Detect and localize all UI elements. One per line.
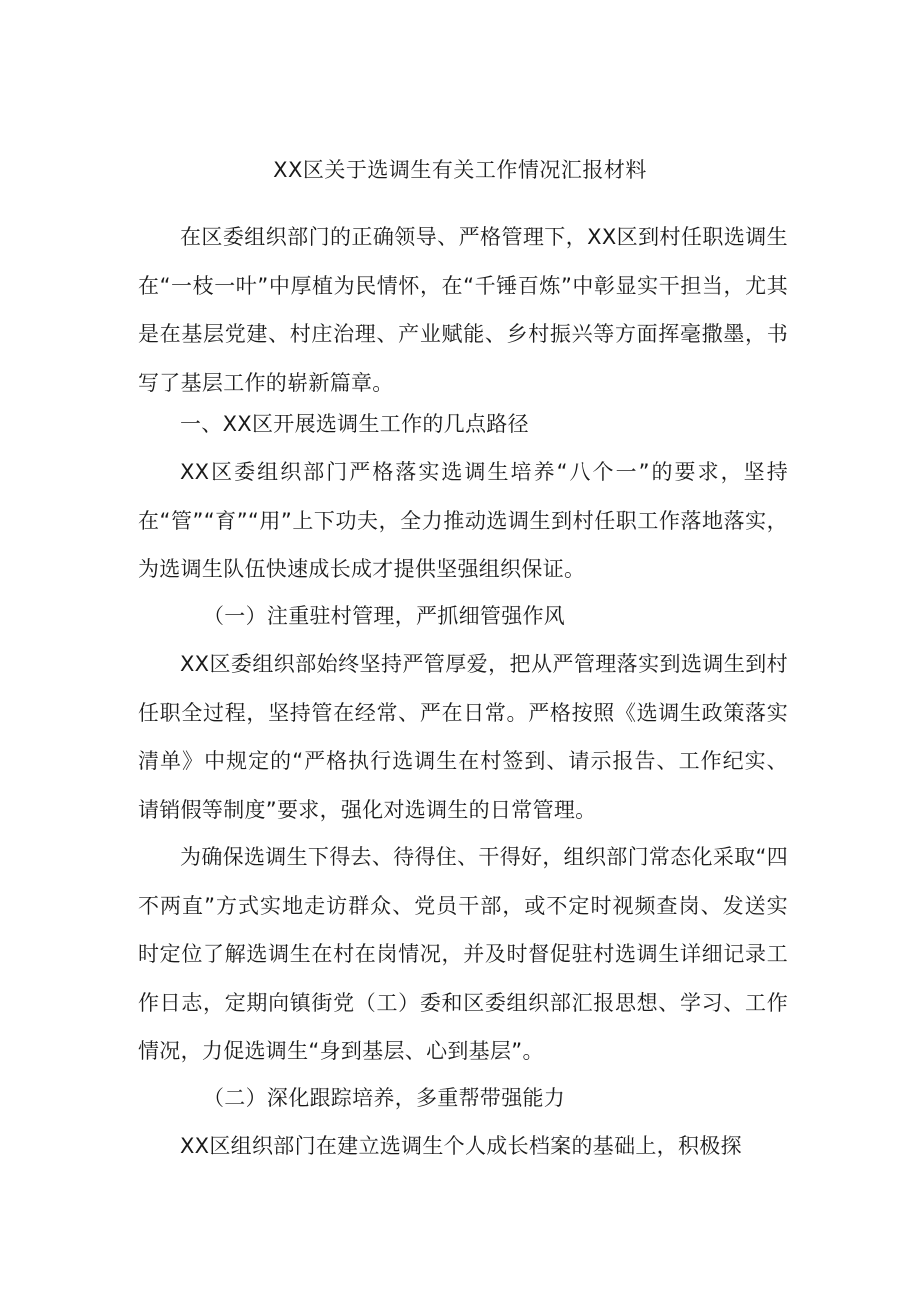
section1-paragraph: XX区委组织部门严格落实选调生培养“八个一”的要求，坚持在“管”“育”“用”上下功夫，全力推动选调生到村任职工作落地落实，为选调生队伍快速成长成才提供坚强组织保证。	[138, 460, 788, 581]
section1-heading: 一、XX区开展选调生工作的几点路径	[180, 412, 529, 436]
subsection1-paragraph-2: 为确保选调生下得去、待得住、干得好，组织部门常态化采取“四不两直”方式实地走访群众、党员干部，或不定时视频查岗、发送实时定位了解选调生在村在岗情况，并及时督促驻村选调生详细记录工作日志，定期向镇街党（工）委和区委组织部汇报思想、学习、工作情况，力促选调生“身到基层、心到基层”。	[138, 845, 788, 1063]
subsection2-heading: （二）深化跟踪培养，多重帮带强能力	[203, 1086, 566, 1110]
subsection2-paragraph-1: XX区组织部门在建立选调生个人成长档案的基础上，积极探	[180, 1134, 742, 1158]
document-title: XX区关于选调生有关工作情况汇报材料	[273, 158, 647, 182]
intro-paragraph: 在区委组织部门的正确领导、严格管理下，XX区到村任职选调生在“一枝一叶”中厚植为民情怀，在“千锤百炼”中彰显实干担当，尤其是在基层党建、村庄治理、产业赋能、乡村振兴等方面挥毫撒墨，书写了基层工作的崭新篇章。	[138, 225, 788, 395]
subsection1-heading: （一）注重驻村管理，严抓细管强作风	[203, 604, 566, 628]
subsection1-paragraph-1: XX区委组织部始终坚持严管厚爱，把从严管理落实到选调生到村任职全过程，坚持管在经常、严在日常。严格按照《选调生政策落实清单》中规定的“严格执行选调生在村签到、请示报告、工作纪实、请销假等制度”要求，强化对选调生的日常管理。	[138, 652, 788, 822]
